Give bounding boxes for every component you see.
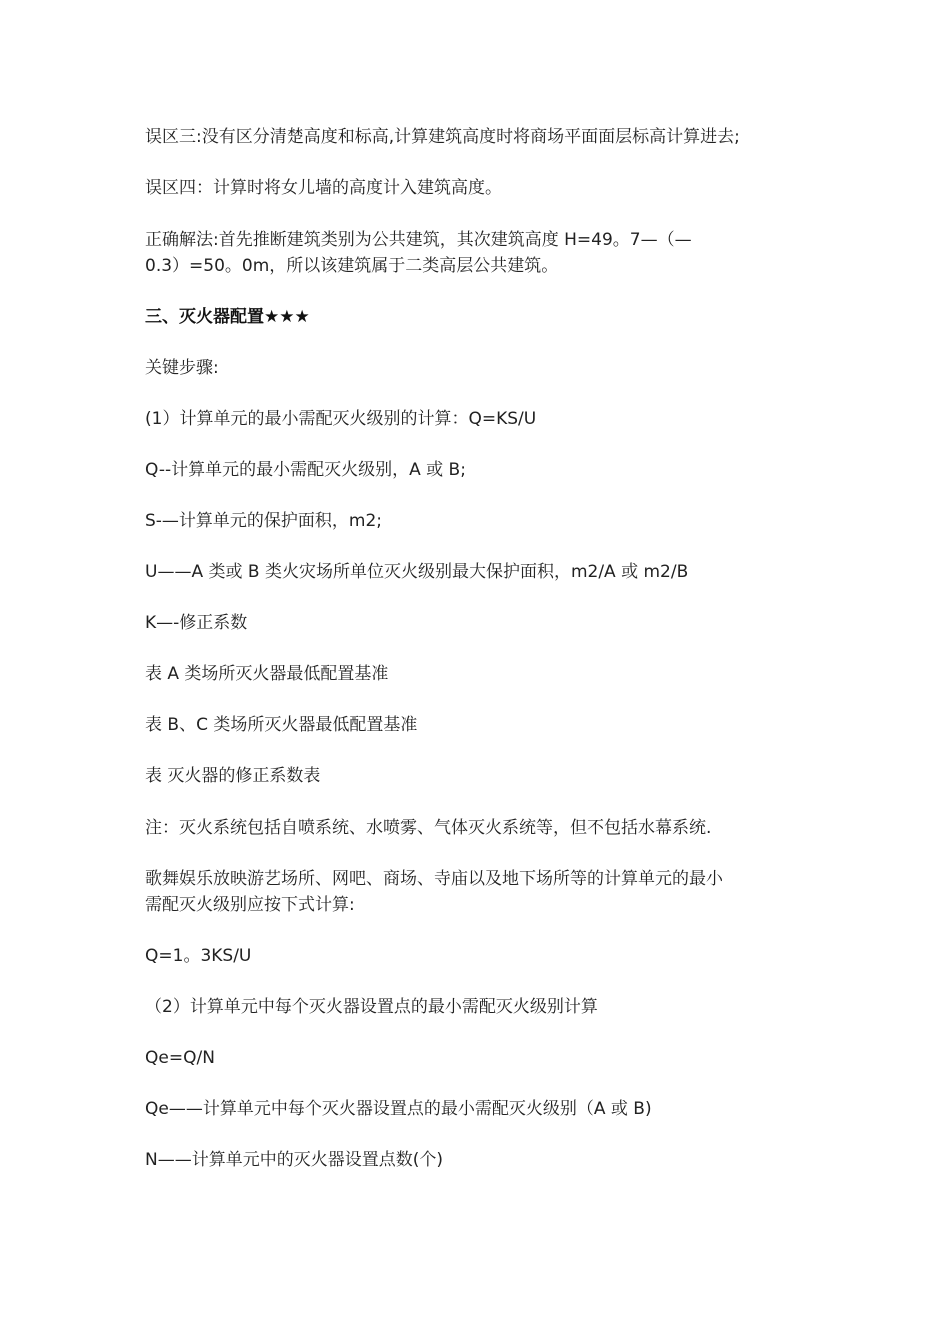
step-two-text: （2）计算单元中每个灭火器设置点的最小需配灭火级别计算	[145, 997, 598, 1017]
misread-three-text: 误区三:没有区分清楚高度和标高,计算建筑高度时将商场平面面层标高计算进去;	[145, 127, 740, 147]
special-places-line-1: 歌舞娱乐放映游艺场所、网吧、商场、寺庙以及地下场所等的计算单元的最小	[145, 869, 723, 889]
table-a-caption: 表 A 类场所灭火器最低配置基准	[145, 664, 389, 684]
key-steps-label: 关键步骤:	[145, 358, 219, 378]
special-formula: Q=1。3KS/U	[145, 946, 252, 966]
definition-q: Q--计算单元的最小需配灭火级别，A 或 B;	[145, 460, 466, 480]
step-one-text: (1）计算单元的最小需配灭火级别的计算：Q=KS/U	[145, 409, 537, 429]
correct-solution-line-1: 正确解法:首先推断建筑类别为公共建筑，其次建筑高度 H=49。7—（—	[145, 230, 692, 250]
definition-u: U——A 类或 B 类火灾场所单位灭火级别最大保护面积，m2/A 或 m2/B	[145, 562, 689, 582]
definition-s: S-—计算单元的保护面积，m2;	[145, 511, 383, 531]
correct-solution-line-2: 0.3）=50。0m，所以该建筑属于二类高层公共建筑。	[145, 256, 559, 276]
note-text: 注：灭火系统包括自喷系统、水喷雾、气体灭火系统等，但不包括水幕系统.	[145, 818, 712, 838]
special-places-line-2: 需配灭火级别应按下式计算:	[145, 895, 355, 915]
definition-qe: Qe——计算单元中每个灭火器设置点的最小需配灭火级别（A 或 B)	[145, 1099, 652, 1119]
definition-k: K—-修正系数	[145, 613, 248, 633]
table-bc-caption: 表 B、C 类场所灭火器最低配置基准	[145, 715, 418, 735]
misread-four-text: 误区四：计算时将女儿墙的高度计入建筑高度。	[145, 178, 502, 198]
definition-n: N——计算单元中的灭火器设置点数(个)	[145, 1150, 443, 1170]
table-k-caption: 表 灭火器的修正系数表	[145, 766, 321, 786]
section-three-heading: 三、灭火器配置★★★	[145, 307, 310, 327]
formula-qe: Qe=Q/N	[145, 1048, 215, 1068]
